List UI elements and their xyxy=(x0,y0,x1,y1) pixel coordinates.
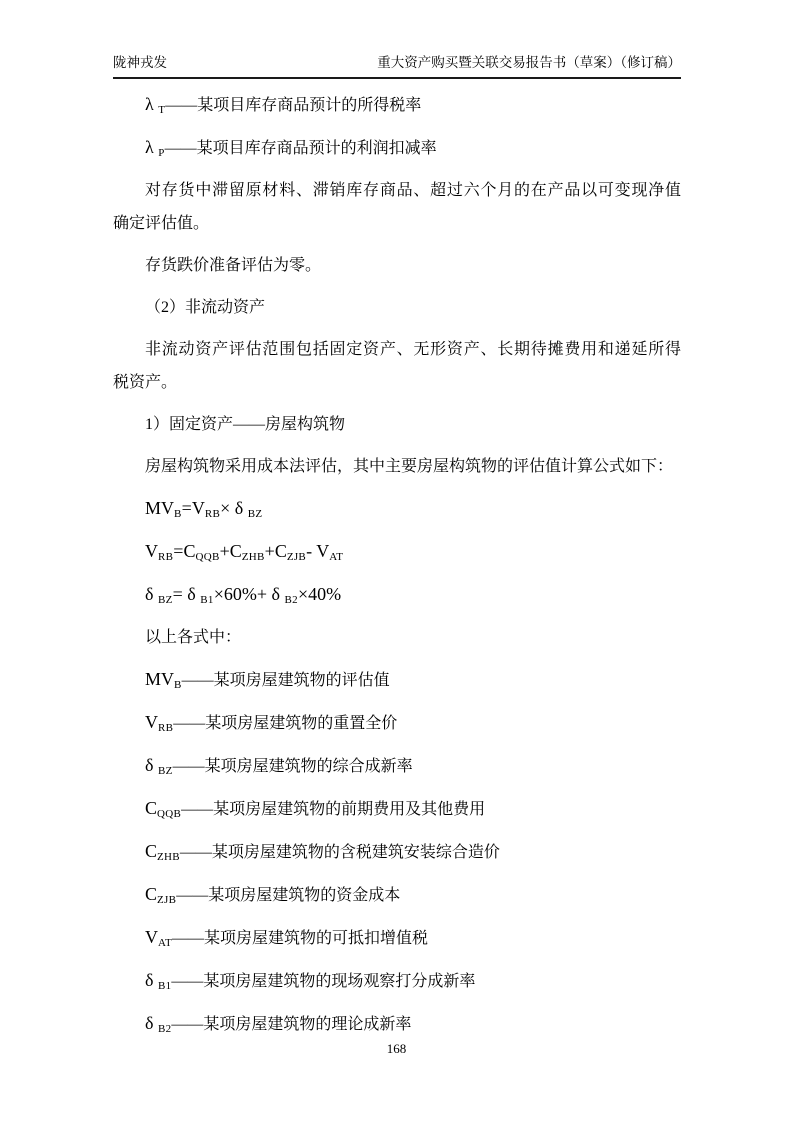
text-run: ——某项房屋建筑物的含税建筑安装综合造价 xyxy=(179,844,500,861)
paragraph-noncurrent-assets-scope xyxy=(113,333,681,399)
page-header xyxy=(113,52,681,79)
text-line: 税资产。 xyxy=(113,374,178,391)
text-run: ——某项目库存商品预计的所得税率 xyxy=(165,97,422,114)
text-run: = xyxy=(181,498,192,518)
symbol-with-subscript: $C_{ZJB}$ xyxy=(145,884,177,906)
symbol-with-subscript: δ $_{BZ}$ xyxy=(145,584,173,606)
subscript: B1 xyxy=(157,980,172,992)
subscript: QQB xyxy=(195,551,220,563)
symbol-with-subscript: $C_{ZHB}$ xyxy=(145,841,180,863)
symbol-with-subscript: δ $_{B2}$ xyxy=(145,1013,172,1035)
symbol-with-subscript: $C_{QQB}$ xyxy=(145,798,182,820)
page-number: 168 xyxy=(386,1041,407,1056)
subscript: ZHB xyxy=(241,551,265,563)
subscript: ZJB xyxy=(286,551,307,563)
paragraph-def-czhb xyxy=(113,835,681,869)
paragraph-def-mvb xyxy=(113,663,681,697)
subscript: RB xyxy=(158,551,174,563)
paragraph-noncurrent-assets-heading xyxy=(113,291,681,324)
paragraph-inventory-nrv xyxy=(113,174,681,240)
text-run: ——某项房屋建筑物的综合成新率 xyxy=(172,758,413,775)
symbol-with-subscript: δ $_{B2}$ xyxy=(271,584,298,606)
paragraph-def-vat xyxy=(113,921,681,955)
text-run: ——某项房屋建筑物的评估值 xyxy=(181,672,390,689)
text-run: = xyxy=(173,541,184,561)
paragraph-lambda-p-definition xyxy=(113,131,681,165)
text-line: （2）非流动资产 xyxy=(145,299,266,316)
symbol-with-subscript: $MV_B$ xyxy=(145,498,182,520)
text-run: + xyxy=(219,541,230,561)
text-run: ×40% xyxy=(297,584,342,604)
subscript: BZ xyxy=(157,765,173,777)
header-document-title: 重大资产购买暨关联交易报告书（草案）（修订稿） xyxy=(377,55,681,70)
document-body xyxy=(113,88,681,1050)
subscript: T xyxy=(158,104,166,116)
text-run: ——某项目库存商品预计的利润扣减率 xyxy=(164,140,437,157)
subscript: ZHB xyxy=(157,851,180,863)
paragraph-formula-vrb xyxy=(113,535,681,569)
subscript: AT xyxy=(329,551,344,563)
symbol-with-subscript: $C_{ZHB}$ xyxy=(229,541,265,563)
subscript: B2 xyxy=(157,1023,172,1035)
paragraph-def-delta-b2 xyxy=(113,1007,681,1041)
text-run: - xyxy=(306,541,317,561)
paragraph-def-czjb xyxy=(113,878,681,912)
paragraph-def-delta-b1 xyxy=(113,964,681,998)
paragraph-fixed-assets-heading xyxy=(113,408,681,441)
paragraph-definitions-intro xyxy=(113,621,681,654)
text-run: ——某项房屋建筑物的现场观察打分成新率 xyxy=(171,973,476,990)
symbol-with-subscript: $V_{AT}$ xyxy=(316,541,344,563)
text-line: 确定评估值。 xyxy=(113,215,210,232)
subscript: BZ xyxy=(247,508,263,520)
symbol-with-subscript: λ $_T$ xyxy=(145,94,166,116)
subscript: B xyxy=(174,508,182,520)
symbol-with-subscript: $V_{RB}$ xyxy=(145,712,174,734)
subscript: BZ xyxy=(157,594,173,606)
symbol-with-subscript: δ $_{BZ}$ xyxy=(234,498,263,520)
text-line: 非流动资产评估范围包括固定资产、无形资产、长期待摊费用和递延所得 xyxy=(145,341,681,358)
text-run: ×60%+ xyxy=(213,584,272,604)
subscript: AT xyxy=(158,937,173,949)
text-line: 以上各式中： xyxy=(145,629,242,646)
paragraph-def-cqqb xyxy=(113,792,681,826)
paragraph-formula-mvb xyxy=(113,492,681,526)
symbol-with-subscript: δ $_{B1}$ xyxy=(187,584,214,606)
subscript: RB xyxy=(204,508,221,520)
paragraph-impairment-zero xyxy=(113,249,681,282)
text-line: 对存货中滞留原材料、滞销库存商品、超过六个月的在产品以可变现净值 xyxy=(145,182,681,199)
text-run: × xyxy=(220,498,235,518)
subscript: ZJB xyxy=(157,894,177,906)
text-line: 房屋构筑物采用成本法评估，其中主要房屋构筑物的评估值计算公式如下： xyxy=(145,458,674,475)
text-run: ——某项房屋建筑物的前期费用及其他费用 xyxy=(181,801,486,818)
subscript: P xyxy=(158,147,165,159)
symbol-with-subscript: $V_{AT}$ xyxy=(145,927,173,949)
text-run: ——某项房屋建筑物的理论成新率 xyxy=(171,1016,412,1033)
subscript: B2 xyxy=(284,594,298,606)
text-run: ——某项房屋建筑物的重置全价 xyxy=(173,715,398,732)
subscript: QQB xyxy=(157,808,182,820)
symbol-with-subscript: $MV_B$ xyxy=(145,669,182,691)
paragraph-formula-delta-bz xyxy=(113,578,681,612)
text-line: 1）固定资产——房屋构筑物 xyxy=(145,416,346,433)
paragraph-def-vrb xyxy=(113,706,681,740)
subscript: RB xyxy=(158,722,174,734)
subscript: B1 xyxy=(200,594,214,606)
symbol-with-subscript: $V_{RB}$ xyxy=(191,498,221,520)
text-run: + xyxy=(264,541,275,561)
symbol-with-subscript: δ $_{BZ}$ xyxy=(145,755,173,777)
text-line: 存货跌价准备评估为零。 xyxy=(145,257,322,274)
symbol-with-subscript: $C_{ZJB}$ xyxy=(274,541,307,563)
symbol-with-subscript: λ $_P$ xyxy=(145,137,165,159)
paragraph-lambda-t-definition xyxy=(113,88,681,122)
text-run: ——某项房屋建筑物的资金成本 xyxy=(176,887,401,904)
symbol-with-subscript: $C_{QQB}$ xyxy=(183,541,220,563)
symbol-with-subscript: δ $_{B1}$ xyxy=(145,970,172,992)
header-company-name: 陇神戎发 xyxy=(113,55,167,70)
paragraph-cost-method-intro xyxy=(113,450,681,483)
subscript: B xyxy=(174,679,182,691)
paragraph-def-delta-bz xyxy=(113,749,681,783)
text-run: = xyxy=(172,584,188,604)
symbol-with-subscript: $V_{RB}$ xyxy=(145,541,174,563)
text-run: ——某项房屋建筑物的可抵扣增值税 xyxy=(172,930,429,947)
